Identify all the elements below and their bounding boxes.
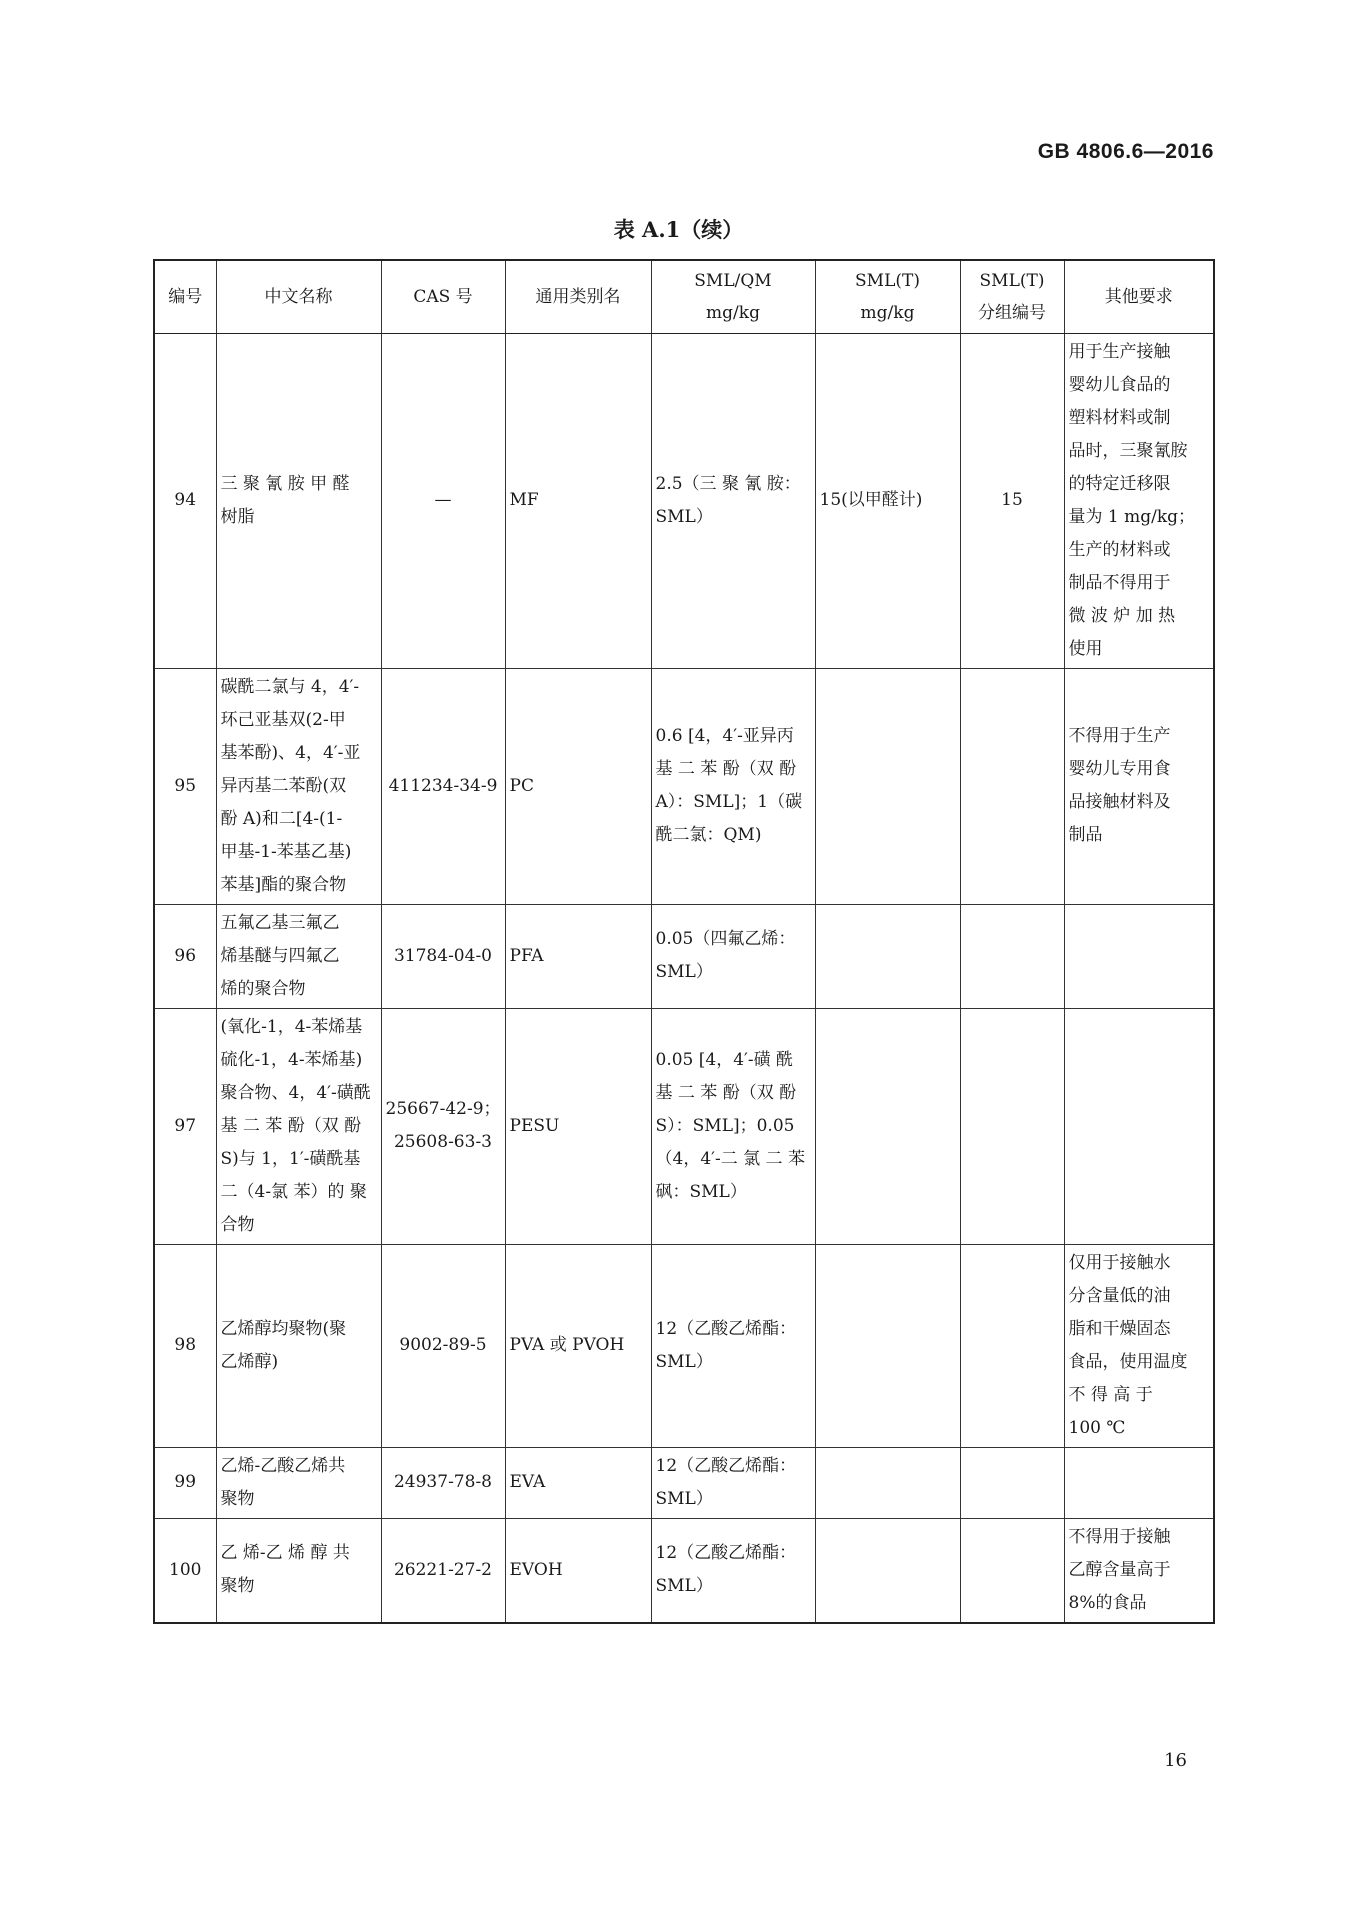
cell-sml-qm bbox=[651, 904, 815, 1008]
cell-sml-qm bbox=[651, 1244, 815, 1447]
cell-cas bbox=[381, 668, 505, 904]
cell-line: SML） bbox=[655, 1351, 713, 1372]
cell-line: 31784-04-0 bbox=[393, 945, 492, 966]
cell-category: PESU bbox=[505, 1008, 651, 1244]
cell-line: 2.5（三 聚 氰 胺： bbox=[655, 473, 801, 494]
col-header-name bbox=[216, 260, 381, 333]
col-header-cas bbox=[381, 260, 505, 333]
cell-line: 乙烯-乙酸乙烯共 bbox=[220, 1455, 346, 1476]
cell-line: 微 波 炉 加 热 bbox=[1068, 605, 1176, 626]
cell-chinese-name bbox=[216, 904, 381, 1008]
cell-line: 基苯酚)、4，4′-亚 bbox=[220, 742, 361, 763]
cell-line: 苯基]酯的聚合物 bbox=[220, 874, 347, 895]
cell-line: 分组编号 bbox=[978, 302, 1046, 323]
cell-line: 0.6 [4，4′-亚异丙 bbox=[655, 726, 794, 746]
cell-line: A）：SML]；1（碳 bbox=[655, 792, 803, 812]
cell-cas bbox=[381, 333, 505, 668]
cell-line: 聚物 bbox=[220, 1488, 255, 1509]
cell-line: 的特定迁移限 bbox=[1068, 473, 1171, 494]
cell-line: 25667-42-9； bbox=[385, 1099, 501, 1119]
cell-no: 96 bbox=[154, 904, 216, 1008]
cell-line: 树脂 bbox=[220, 506, 255, 527]
cell-line: mg/kg bbox=[860, 302, 915, 323]
cell-line: 婴幼儿食品的 bbox=[1068, 374, 1171, 395]
cell-line: 24937-78-8 bbox=[393, 1472, 492, 1492]
cell-line: 甲基-1-苯基乙基) bbox=[220, 841, 352, 862]
cell-sml-t bbox=[815, 904, 960, 1008]
cell-sml-t bbox=[815, 668, 960, 904]
cell-line: 聚合物、4，4′-磺酰 bbox=[220, 1082, 371, 1103]
cell-line: 26221-27-2 bbox=[393, 1559, 492, 1580]
cell-line: 品接触材料及 bbox=[1068, 792, 1171, 812]
cell-other-requirements bbox=[1064, 904, 1214, 1008]
cell-category: PFA bbox=[505, 904, 651, 1008]
page-number: 16 bbox=[1164, 1750, 1187, 1771]
cell-line: 五氟乙基三氟乙 bbox=[220, 912, 340, 933]
cell-line: 12（乙酸乙烯酯： bbox=[655, 1318, 797, 1339]
cell-line: SML/QM bbox=[694, 270, 772, 291]
cell-line: 8%的食品 bbox=[1068, 1592, 1147, 1613]
cell-line: 仅用于接触水 bbox=[1068, 1252, 1171, 1273]
table-title: 表 A.1（续） bbox=[613, 217, 744, 242]
cell-chinese-name bbox=[216, 333, 381, 668]
cell-line: 塑料材料或制 bbox=[1068, 407, 1171, 428]
cell-sml-qm bbox=[651, 1008, 815, 1244]
col-header-category bbox=[505, 260, 651, 333]
cell-no: 97 bbox=[154, 1008, 216, 1244]
cell-line: 分含量低的油 bbox=[1068, 1285, 1171, 1306]
table-row bbox=[154, 333, 1214, 668]
col-header-no bbox=[154, 260, 216, 333]
cell-category: EVA bbox=[505, 1447, 651, 1518]
cell-line: 用于生产接触 bbox=[1068, 341, 1171, 362]
cell-line: SML） bbox=[655, 962, 713, 982]
cell-sml-t bbox=[815, 1518, 960, 1623]
cell-line: 其他要求 bbox=[1104, 286, 1173, 307]
cell-line: mg/kg bbox=[706, 302, 760, 323]
cell-line: — bbox=[434, 490, 452, 510]
cell-sml-t-group bbox=[960, 1008, 1064, 1244]
cell-line: 100 ℃ bbox=[1068, 1417, 1126, 1438]
table-row bbox=[154, 1008, 1214, 1244]
cell-line: SML） bbox=[655, 506, 713, 527]
cell-line: 12（乙酸乙烯酯： bbox=[655, 1543, 797, 1563]
table-header-row bbox=[154, 260, 1214, 333]
cell-line: 0.05（四氟乙烯： bbox=[655, 929, 796, 949]
cell-chinese-name bbox=[216, 1244, 381, 1447]
cell-chinese-name bbox=[216, 668, 381, 904]
cell-line: SML(T) bbox=[855, 270, 920, 291]
cell-line: 砜：SML） bbox=[655, 1181, 747, 1202]
cell-line: 不得用于生产 bbox=[1068, 726, 1171, 746]
cell-line: S）：SML]；0.05 bbox=[655, 1115, 795, 1136]
cell-line: 制品不得用于 bbox=[1068, 572, 1171, 593]
cell-line: SML(T) bbox=[979, 270, 1045, 291]
cell-sml-t-group: 15 bbox=[960, 333, 1064, 668]
cell-line: 烯的聚合物 bbox=[220, 978, 306, 999]
table-body bbox=[154, 333, 1214, 1623]
col-header-other bbox=[1064, 260, 1214, 333]
cell-sml-t-group bbox=[960, 668, 1064, 904]
cell-line: 制品 bbox=[1068, 825, 1103, 845]
cell-sml-t bbox=[815, 333, 960, 668]
cell-line: CAS 号 bbox=[413, 286, 473, 307]
table-row bbox=[154, 668, 1214, 904]
cell-line: S)与 1，1′-磺酰基 bbox=[220, 1148, 361, 1169]
cell-line: SML） bbox=[655, 1576, 713, 1596]
cell-sml-qm bbox=[651, 333, 815, 668]
cell-cas bbox=[381, 1008, 505, 1244]
cell-line: 不得用于接触 bbox=[1068, 1526, 1171, 1547]
cell-other-requirements bbox=[1064, 668, 1214, 904]
cell-line: 三 聚 氰 胺 甲 醛 bbox=[220, 473, 350, 494]
cell-line: 乙 烯-乙 烯 醇 共 bbox=[220, 1543, 350, 1563]
cell-line: 异丙基二苯酚(双 bbox=[220, 775, 347, 796]
cell-line: 25608-63-3 bbox=[393, 1132, 492, 1152]
cell-other-requirements bbox=[1064, 1447, 1214, 1518]
cell-line: 硫化-1，4-苯烯基) bbox=[220, 1049, 363, 1070]
cell-sml-t bbox=[815, 1008, 960, 1244]
table-row bbox=[154, 1244, 1214, 1447]
cell-other-requirements bbox=[1064, 333, 1214, 668]
cell-line: 量为 1 mg/kg； bbox=[1068, 506, 1196, 527]
cell-no: 100 bbox=[154, 1518, 216, 1623]
cell-line: (氧化-1，4-苯烯基 bbox=[220, 1016, 363, 1037]
cell-line: 12（乙酸乙烯酯： bbox=[655, 1455, 797, 1476]
cell-line: 脂和干燥固态 bbox=[1068, 1318, 1171, 1339]
cell-line: （4，4′-二 氯 二 苯 bbox=[655, 1148, 805, 1169]
cell-sml-qm bbox=[651, 1447, 815, 1518]
cell-line: 生产的材料或 bbox=[1068, 539, 1171, 560]
cell-sml-qm bbox=[651, 668, 815, 904]
cell-sml-t-group bbox=[960, 904, 1064, 1008]
cell-line: 烯基醚与四氟乙 bbox=[220, 945, 340, 966]
cell-no: 94 bbox=[154, 333, 216, 668]
col-header-sml-qm bbox=[651, 260, 815, 333]
cell-cas bbox=[381, 1518, 505, 1623]
cell-line: 编号 bbox=[168, 286, 203, 307]
cell-chinese-name bbox=[216, 1447, 381, 1518]
cell-line: 品时，三聚氰胺 bbox=[1068, 440, 1188, 461]
cell-line: 环己亚基双(2-甲 bbox=[220, 709, 346, 730]
cell-sml-t-group bbox=[960, 1447, 1064, 1518]
cell-cas bbox=[381, 1447, 505, 1518]
cell-line: SML） bbox=[655, 1488, 713, 1509]
cell-no: 99 bbox=[154, 1447, 216, 1518]
cell-sml-qm bbox=[651, 1518, 815, 1623]
cell-line: 乙烯醇) bbox=[220, 1351, 279, 1372]
cell-line: 基 二 苯 酚（双 酚 bbox=[220, 1115, 362, 1136]
cell-sml-t bbox=[815, 1447, 960, 1518]
cell-category: MF bbox=[505, 333, 651, 668]
cell-category: PC bbox=[505, 668, 651, 904]
cell-no: 95 bbox=[154, 668, 216, 904]
cell-line: 碳酰二氯与 4，4′- bbox=[220, 676, 360, 697]
cell-chinese-name bbox=[216, 1518, 381, 1623]
cell-line: 基 二 苯 酚（双 酚 bbox=[655, 759, 797, 779]
cell-line: 婴幼儿专用食 bbox=[1068, 759, 1171, 779]
cell-category: PVA 或 PVOH bbox=[505, 1244, 651, 1447]
cell-line: 乙醇含量高于 bbox=[1068, 1559, 1171, 1580]
table-row bbox=[154, 1518, 1214, 1623]
cell-no: 98 bbox=[154, 1244, 216, 1447]
cell-cas bbox=[381, 904, 505, 1008]
cell-line: 0.05 [4，4′-磺 酰 bbox=[655, 1049, 794, 1070]
cell-line: 二（4-氯 苯）的 聚 bbox=[220, 1181, 367, 1202]
col-header-sml-t-group bbox=[960, 260, 1064, 333]
cell-line: 合物 bbox=[220, 1214, 255, 1235]
substance-table bbox=[153, 259, 1215, 1624]
standard-code: GB 4806.6—2016 bbox=[1037, 140, 1214, 163]
cell-category: EVOH bbox=[505, 1518, 651, 1623]
cell-line: 9002-89-5 bbox=[399, 1335, 487, 1355]
cell-line: 基 二 苯 酚（双 酚 bbox=[655, 1082, 797, 1103]
cell-cas bbox=[381, 1244, 505, 1447]
cell-sml-t-group bbox=[960, 1244, 1064, 1447]
table-row bbox=[154, 904, 1214, 1008]
cell-line: 聚物 bbox=[220, 1576, 255, 1596]
cell-line: 食品，使用温度 bbox=[1068, 1351, 1188, 1372]
cell-line: 不 得 高 于 bbox=[1068, 1384, 1153, 1405]
cell-line: 通用类别名 bbox=[535, 286, 621, 307]
col-header-sml-t bbox=[815, 260, 960, 333]
cell-sml-t-group bbox=[960, 1518, 1064, 1623]
cell-line: 使用 bbox=[1068, 638, 1103, 659]
table-row bbox=[154, 1447, 1214, 1518]
cell-other-requirements bbox=[1064, 1518, 1214, 1623]
cell-sml-t bbox=[815, 1244, 960, 1447]
cell-other-requirements bbox=[1064, 1244, 1214, 1447]
cell-line: 酰二氯：QM) bbox=[655, 825, 762, 845]
cell-line: 酚 A)和二[4-(1- bbox=[220, 808, 343, 829]
cell-chinese-name bbox=[216, 1008, 381, 1244]
cell-line: 中文名称 bbox=[264, 286, 333, 307]
cell-line: 乙烯醇均聚物(聚 bbox=[220, 1318, 347, 1339]
cell-other-requirements bbox=[1064, 1008, 1214, 1244]
cell-line: 411234-34-9 bbox=[388, 775, 498, 796]
cell-line: 15(以甲醛计) bbox=[819, 490, 923, 510]
